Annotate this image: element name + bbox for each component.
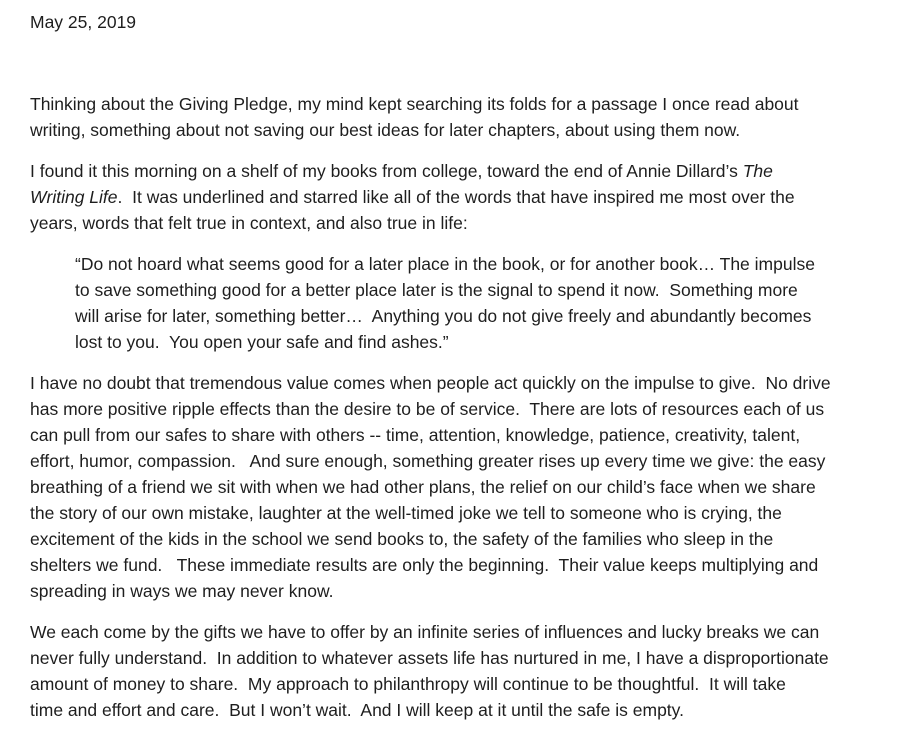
text-line: [30, 645, 877, 671]
text-line: [30, 370, 877, 396]
text-run: amount of money to share. My approach to philanthropy will continue to be thoughtful. It will take: [30, 674, 786, 694]
text-line: [30, 117, 877, 143]
text-run: Thinking about the Giving Pledge, my mind kept searching its folds for a passage I once read about: [30, 94, 799, 114]
paragraph: [30, 370, 877, 604]
text-line: [75, 329, 877, 355]
text-run: excitement of the kids in the school we send books to, the safety of the families who sleep in the: [30, 529, 774, 549]
text-run: “Do not hoard what seems good for a later place in the book, or for another book… The impulse: [75, 254, 815, 274]
text-line: [30, 448, 877, 474]
text-line: [30, 697, 877, 723]
text-run: the story of our own mistake, laughter at the well-timed joke we tell to someone who is crying, the: [30, 503, 782, 523]
text-line: [30, 619, 877, 645]
paragraph: [30, 619, 877, 723]
text-run: writing, something about not saving our best ideas for later chapters, about using them now.: [30, 120, 741, 140]
italic-text-run: The: [742, 161, 773, 181]
text-line: [75, 251, 877, 277]
document-body: [30, 91, 877, 723]
text-line: [30, 578, 877, 604]
text-run: We each come by the gifts we have to offer by an infinite series of influences and lucky breaks we can: [30, 622, 820, 642]
text-run: breathing of a friend we sit with when we had other plans, the relief on our child’s face when we share: [30, 477, 816, 497]
text-line: [30, 422, 877, 448]
paragraph: [30, 158, 877, 236]
text-line: [30, 671, 877, 697]
text-run: years, words that felt true in context, and also true in life:: [30, 213, 468, 233]
text-run: I have no doubt that tremendous value comes when people act quickly on the impulse to give. No drive: [30, 373, 831, 393]
text-line: [30, 184, 877, 210]
text-line: [30, 474, 877, 500]
italic-text-run: Writing Life: [30, 187, 118, 207]
text-run: time and effort and care. But I won’t wait. And I will keep at it until the safe is empty.: [30, 700, 684, 720]
text-run: spreading in ways we may never know.: [30, 581, 334, 601]
text-line: [30, 500, 877, 526]
text-line: [30, 552, 877, 578]
text-run: never fully understand. In addition to whatever assets life has nurtured in me, I have a disproportionate: [30, 648, 829, 668]
text-line: [30, 91, 877, 117]
text-line: [30, 210, 877, 236]
text-line: [30, 396, 877, 422]
text-line: [75, 277, 877, 303]
text-run: I found it this morning on a shelf of my books from college, toward the end of Annie Dillard’s: [30, 161, 743, 181]
text-run: shelters we fund. These immediate results are only the beginning. Their value keeps multiplying and: [30, 555, 819, 575]
text-line: [30, 158, 877, 184]
text-run: to save something good for a better place later is the signal to spend it now. Something more: [75, 280, 798, 300]
text-run: has more positive ripple effects than the desire to be of service. There are lots of resources each of us: [30, 399, 825, 419]
text-run: will arise for later, something better… Anything you do not give freely and abundantly becomes: [75, 306, 812, 326]
text-line: [75, 303, 877, 329]
text-run: effort, humor, compassion. And sure enough, something greater rises up every time we give: the easy: [30, 451, 826, 471]
text-run: lost to you. You open your safe and find ashes.”: [75, 332, 449, 352]
paragraph: [30, 91, 877, 143]
text-line: [30, 526, 877, 552]
text-run: . It was underlined and starred like all of the words that have inspired me most over the: [117, 187, 795, 207]
date-line: May 25, 2019: [30, 12, 137, 32]
quote-paragraph: [75, 251, 877, 355]
text-run: can pull from our safes to share with others -- time, attention, knowledge, patience, creativity, talent,: [30, 425, 801, 445]
